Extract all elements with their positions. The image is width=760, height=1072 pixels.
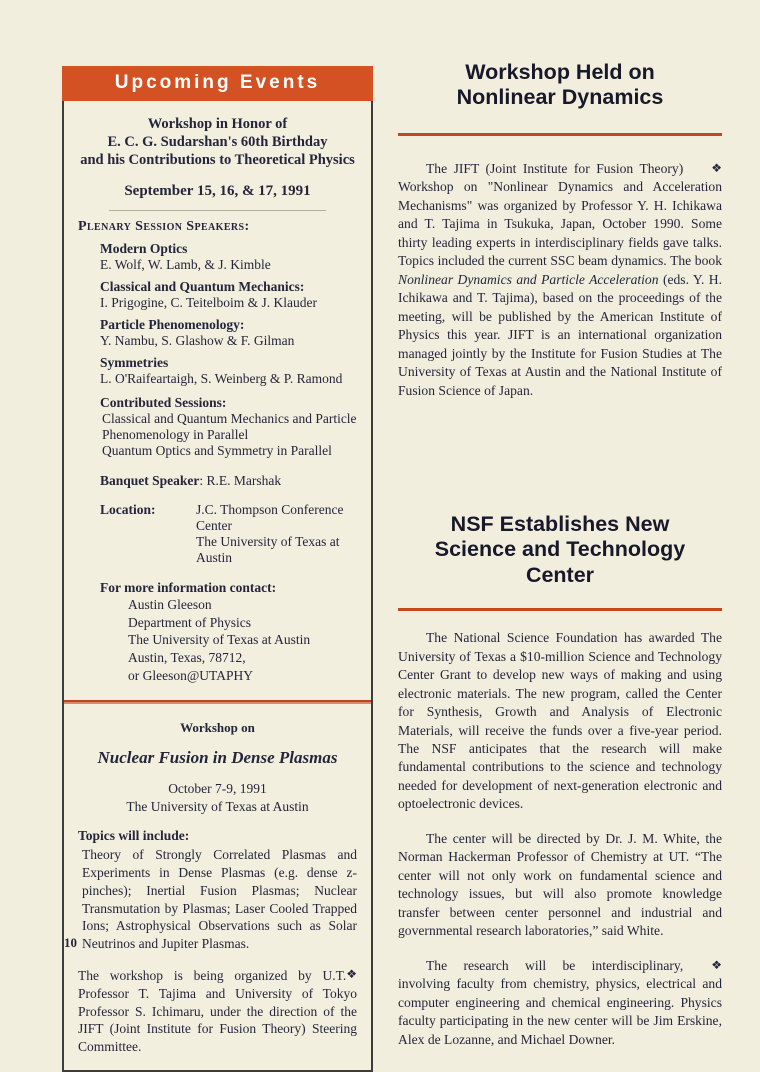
events-box	[62, 101, 373, 1072]
end-mark-icon: ❖	[711, 160, 722, 175]
paragraph: ❖ The JIFT (Joint Institute for Fusion Theory) Workshop on "Nonlinear Dynamics and Acceleration Mechanisms" was organized by Professor Y. H. Ichikawa and T. Tajima in Tsukuka, Japan, October 1990. Some thirty leading experts in interdisciplinary fields gave talks. Topics included the current SSC beam dynamics. The book Nonlinear Dynamics and Particle Acceleration (eds. Y. H. Ichikawa and T. Tajima), based on the proceedings of the meeting, will be published by the American Institute of Physics this year. JIFT is an international organization managed jointly by the Institute for Fusion Studies at The University of Texas at Austin and the National Institute of Fusion Science of Japan.	[398, 160, 722, 398]
session-topic: Classical and Quantum Mechanics:	[100, 279, 305, 295]
event1-title-line: E. C. G. Sudarshan's 60th Birthday	[107, 134, 328, 151]
upcoming-events-banner: Upcoming Events	[62, 66, 373, 101]
contributed-item: Quantum Optics and Symmetry in Parallel	[102, 443, 332, 459]
banquet-speaker-label: Banquet Speaker	[100, 473, 200, 489]
contributed-item: Classical and Quantum Mechanics and Particle Phenomenology in Parallel	[102, 411, 357, 443]
contact-block	[128, 596, 357, 684]
upcoming-events-panel	[62, 66, 373, 1072]
workshop-on-label: Workshop on	[180, 720, 255, 736]
location-row	[100, 502, 357, 566]
event1-date: September 15, 16, & 17, 1991	[124, 183, 311, 200]
location-line: The University of Texas at Austin	[196, 534, 340, 566]
article1-title	[398, 60, 722, 111]
article-nsf-center	[398, 512, 722, 1049]
session-speakers: L. O'Raifeartaigh, S. Weinberg & P. Ramond	[100, 371, 343, 387]
session-topic: Particle Phenomenology:	[100, 317, 245, 333]
session-modern-optics	[100, 241, 357, 273]
page-number: 10	[64, 935, 77, 950]
contact-line: or Gleeson@UTAPHY	[128, 667, 253, 683]
topics-heading: Topics will include:	[78, 828, 190, 844]
article-nonlinear-dynamics	[398, 60, 722, 400]
article2-body	[398, 629, 722, 1049]
end-mark-icon: ❖	[711, 957, 722, 972]
paragraph: ❖ The research will be interdisciplinary, involving faculty from chemistry, physics, electrical and computer engineering and chemical engineering. Physics faculty participating in the new center will be Jim Erskine, Alex de Lozanne, and Michael Downer.	[398, 957, 722, 1047]
right-column	[398, 60, 722, 1065]
event2-title: Nuclear Fusion in Dense Plasmas	[97, 748, 338, 768]
contact-line: Department of Physics	[128, 614, 251, 630]
topics-text: Theory of Strongly Correlated Plasmas and Experiments in Dense Plasmas (e.g. dense z-pinches); Inertial Fusion Plasmas; Nuclear Transmutation by Plasmas; Laser Cooled Trapped Ions; Astrophysical Observations such as Solar Neutrinos and Jupiter Plasmas.	[82, 847, 357, 952]
contact-line: Austin Gleeson	[128, 597, 212, 613]
article1-title-line: Nonlinear Dynamics	[456, 85, 664, 110]
session-topic: Modern Optics	[100, 241, 188, 257]
event2-venue: The University of Texas at Austin	[126, 799, 309, 815]
red-rule	[398, 133, 722, 136]
article2-title-line: Center	[525, 562, 595, 587]
event1-title-line: Workshop in Honor of	[147, 116, 288, 132]
session-particle-phenomenology	[100, 317, 357, 349]
location-value	[196, 502, 357, 566]
plenary-speakers-heading: Plenary Session Speakers:	[78, 219, 250, 235]
event1-title-line: and his Contributions to Theoretical Physics	[80, 152, 355, 169]
banquet-speaker-value: : R.E. Marshak	[199, 473, 282, 489]
paragraph: The National Science Foundation has awarded The University of Texas a $10-million Science and Technology Center Grant to develop new ways of making and using electronic materials. The new program, called the Center for Synthesis, Growth and Analysis of Electronic Materials, will receive the funds over a five-year period. The NSF anticipates that the research will make fundamental contributions to the science and technology needed for development of next-generation electronic and optoelectronic devices.	[398, 630, 722, 812]
session-topic: Symmetries	[100, 355, 169, 371]
article2-title-line: Science and Technology	[434, 537, 686, 562]
location-line: J.C. Thompson Conference Center	[196, 502, 344, 534]
contact-heading: For more information contact:	[100, 580, 277, 596]
location-label: Location:	[100, 502, 156, 518]
session-speakers: E. Wolf, W. Lamb, & J. Kimble	[100, 257, 271, 273]
nuclear-fusion-workshop-section	[64, 704, 371, 1070]
contributed-sessions-heading: Contributed Sessions:	[100, 395, 227, 411]
divider-line	[109, 210, 327, 211]
organizer-text: ❖ The workshop is being organized by U.T. Professor T. Tajima and University of Tokyo Professor S. Ichimaru, under the direction of the JIFT (Joint Institute for Fusion Theory) Steering Committee.	[78, 966, 357, 1055]
contact-line: The University of Texas at Austin	[128, 632, 311, 648]
banquet-speaker-row	[100, 473, 357, 489]
article2-title	[398, 512, 722, 588]
article1-body	[398, 160, 722, 400]
session-symmetries	[100, 355, 357, 387]
article2-title-line: NSF Establishes New	[450, 512, 670, 537]
paragraph: The center will be directed by Dr. J. M. White, the Norman Hackerman Professor of Chemistry at UT. “The center will not only work on fundamental science and technology issues, but will also promote knowledge transfer between center personnel and industrial and governmental research laboratories,” said White.	[398, 830, 722, 939]
session-classical-quantum	[100, 279, 357, 311]
sudarshan-workshop-section	[64, 101, 371, 700]
contact-line: Austin, Texas, 78712,	[128, 650, 246, 666]
session-speakers: Y. Nambu, S. Glashow & F. Gilman	[100, 333, 295, 349]
end-mark-icon: ❖	[346, 966, 357, 981]
red-rule	[398, 608, 722, 611]
event2-date: October 7-9, 1991	[168, 781, 267, 797]
session-speakers: I. Prigogine, C. Teitelboim & J. Klauder	[100, 295, 318, 311]
article1-title-line: Workshop Held on	[465, 60, 655, 84]
